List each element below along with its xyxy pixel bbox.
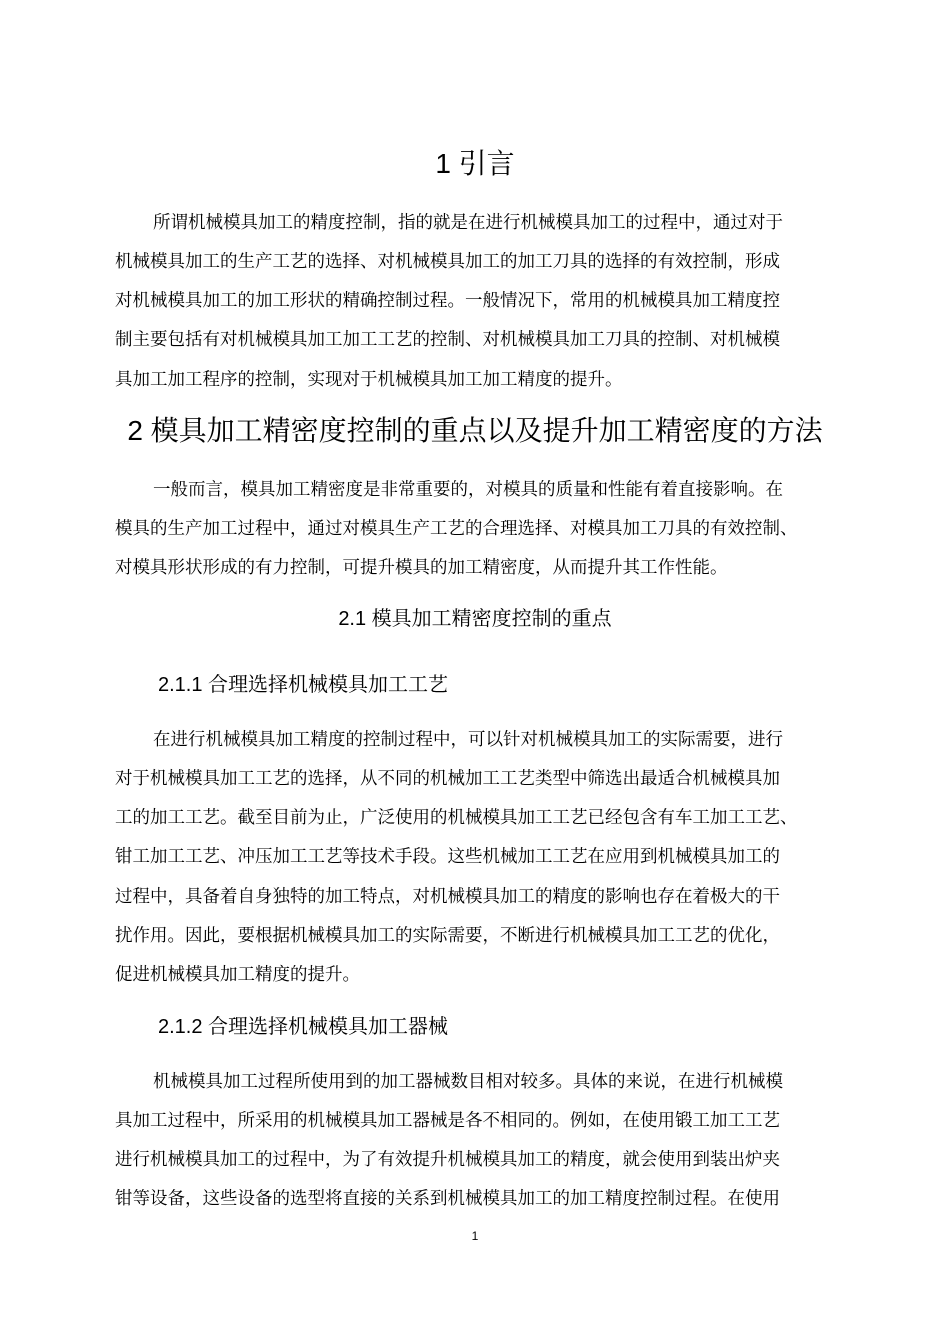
paragraph-line: 模具的生产加工过程中，通过对模具生产工艺的合理选择、对模具加工刀具的有效控制、	[115, 519, 798, 539]
paragraph-line: 钳工加工工艺、冲压加工工艺等技术手段。这些机械加工工艺在应用到机械模具加工的	[115, 847, 780, 867]
paragraph-line: 进行机械模具加工的过程中，为了有效提升机械模具加工的精度，就会使用到装出炉夹	[115, 1150, 780, 1170]
paragraph-line: 工的加工工艺。截至目前为止，广泛使用的机械模具加工工艺已经包含有车工加工工艺、	[115, 808, 798, 828]
paragraph-line: 一般而言，模具加工精密度是非常重要的，对模具的质量和性能有着直接影响。在	[153, 480, 783, 500]
paragraph-line: 具加工过程中，所采用的机械模具加工器械是各不相同的。例如，在使用锻工加工工艺	[115, 1111, 780, 1131]
section-1-heading: 1 引言	[435, 148, 515, 179]
paragraph-line: 所谓机械模具加工的精度控制，指的就是在进行机械模具加工的过程中，通过对于	[153, 213, 783, 233]
paragraph-line: 在进行机械模具加工精度的控制过程中，可以针对机械模具加工的实际需要，进行	[153, 730, 783, 750]
page-number: 1	[471, 1229, 479, 1243]
section-2-1-1-heading: 2.1.1 合理选择机械模具加工工艺	[158, 674, 449, 696]
section-2-heading: 2 模具加工精密度控制的重点以及提升加工精密度的方法	[127, 415, 823, 446]
paragraph-line: 具加工加工程序的控制，实现对于机械模具加工加工精度的提升。	[115, 370, 623, 390]
paragraph-line: 对于机械模具加工工艺的选择，从不同的机械加工工艺类型中筛选出最适合机械模具加	[115, 769, 780, 789]
paragraph-line: 对模具形状形成的有力控制，可提升模具的加工精密度，从而提升其工作性能。	[115, 558, 728, 578]
paragraph-line: 扰作用。因此，要根据机械模具加工的实际需要，不断进行机械模具加工工艺的优化，	[115, 926, 780, 946]
section-2-1-2-heading: 2.1.2 合理选择机械模具加工器械	[158, 1016, 449, 1038]
paragraph-line: 对机械模具加工的加工形状的精确控制过程。一般情况下，常用的机械模具加工精度控	[115, 291, 780, 311]
paragraph-line: 促进机械模具加工精度的提升。	[115, 965, 360, 985]
paragraph-line: 制主要包括有对机械模具加工加工工艺的控制、对机械模具加工刀具的控制、对机械模	[115, 330, 780, 350]
paragraph-line: 钳等设备，这些设备的选型将直接的关系到机械模具加工的加工精度控制过程。在使用	[115, 1189, 780, 1209]
section-2-1-heading: 2.1 模具加工精密度控制的重点	[338, 608, 612, 630]
paragraph-line: 机械模具加工过程所使用到的加工器械数目相对较多。具体的来说，在进行机械模	[153, 1072, 783, 1092]
paragraph-line: 机械模具加工的生产工艺的选择、对机械模具加工的加工刀具的选择的有效控制，形成	[115, 252, 780, 272]
paragraph-line: 过程中，具备着自身独特的加工特点，对机械模具加工的精度的影响也存在着极大的干	[115, 887, 780, 907]
